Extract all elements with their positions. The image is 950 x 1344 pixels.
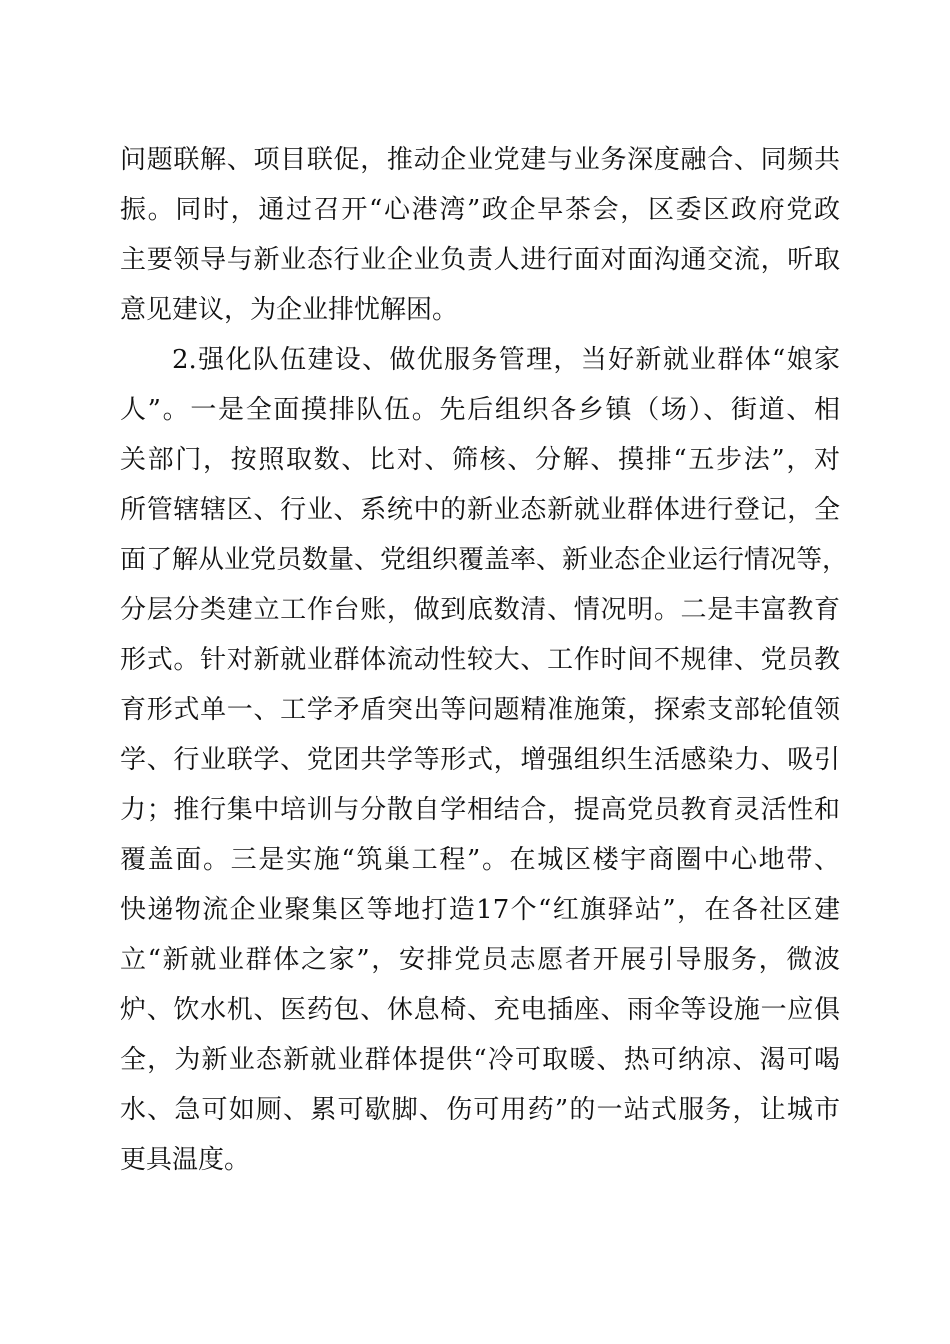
paragraph-2-line-6: 分层分类建立工作台账，做到底数清、情况明。二是丰富教育	[120, 595, 840, 625]
paragraph-2-line-11: 覆盖面。三是实施“筑巢工程”。在城区楼宇商圈中心地带、	[120, 845, 840, 875]
paragraph-2-line-8: 育形式单一、工学矛盾突出等问题精准施策，探索支部轮值领	[120, 695, 840, 725]
paragraph-2-line-9: 学、行业联学、党团共学等形式，增强组织生活感染力、吸引	[120, 745, 840, 775]
paragraph-2-line-16: 水、急可如厕、累可歇脚、伤可用药”的一站式服务，让城市	[120, 1095, 840, 1125]
paragraph-2-line-1: 2.强化队伍建设、做优服务管理，当好新就业群体“娘家	[172, 345, 840, 375]
paragraph-2-line-7: 形式。针对新就业群体流动性较大、工作时间不规律、党员教	[120, 645, 840, 675]
paragraph-2-line-13: 立“新就业群体之家”，安排党员志愿者开展引导服务，微波	[120, 945, 840, 975]
paragraph-2-line-15: 全，为新业态新就业群体提供“冷可取暖、热可纳凉、渴可喝	[120, 1045, 840, 1075]
paragraph-1-line-4: 意见建议，为企业排忧解困。	[120, 295, 459, 325]
paragraph-2-line-3: 关部门，按照取数、比对、筛核、分解、摸排“五步法”，对	[120, 445, 840, 475]
paragraph-2-line-5: 面了解从业党员数量、党组织覆盖率、新业态企业运行情况等，	[120, 545, 849, 575]
paragraph-1-line-3: 主要领导与新业态行业企业负责人进行面对面沟通交流，听取	[120, 245, 840, 275]
paragraph-2-line-17: 更具温度。	[120, 1145, 251, 1175]
paragraph-1-line-1: 问题联解、项目联促，推动企业党建与业务深度融合、同频共	[120, 145, 840, 175]
paragraph-2-line-10: 力；推行集中培训与分散自学相结合，提高党员教育灵活性和	[120, 795, 840, 825]
paragraph-2-line-14: 炉、饮水机、医药包、休息椅、充电插座、雨伞等设施一应俱	[120, 995, 840, 1025]
paragraph-2-line-4: 所管辖辖区、行业、系统中的新业态新就业群体进行登记，全	[120, 495, 840, 525]
paragraph-2-line-12: 快递物流企业聚集区等地打造17个“红旗驿站”，在各社区建	[120, 895, 840, 925]
paragraph-2-line-2: 人”。一是全面摸排队伍。先后组织各乡镇（场）、街道、相	[120, 395, 840, 425]
paragraph-1-line-2: 振。同时，通过召开“心港湾”政企早茶会，区委区政府党政	[120, 195, 840, 225]
